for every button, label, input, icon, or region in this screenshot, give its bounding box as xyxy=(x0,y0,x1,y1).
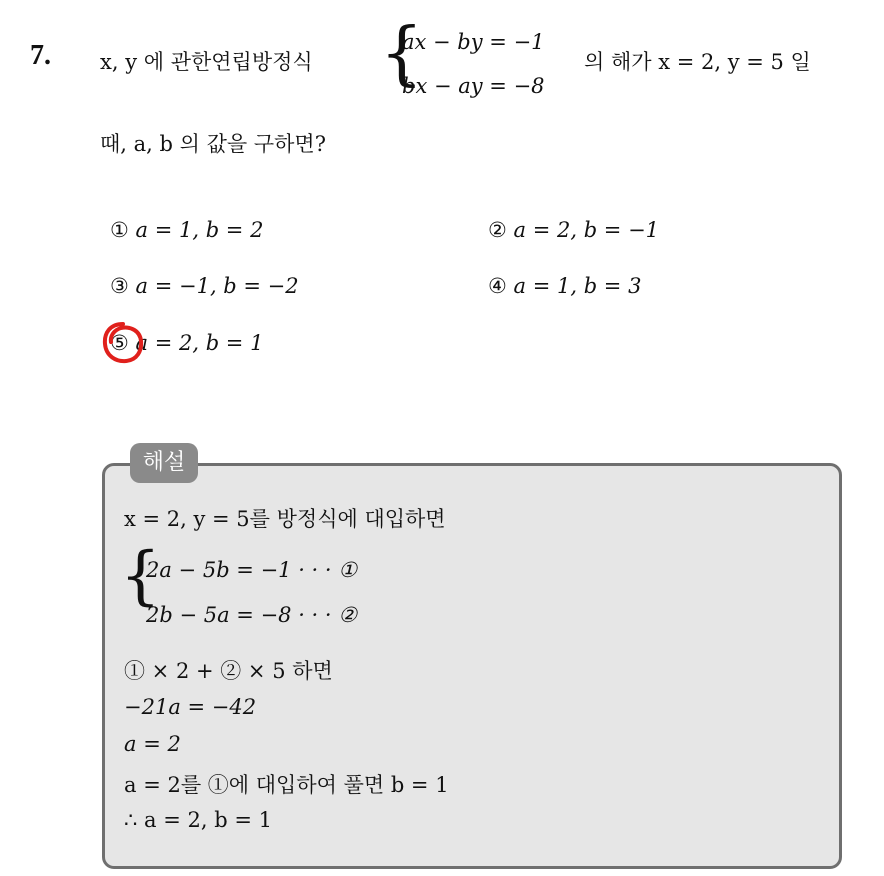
system-brace: { xyxy=(380,13,424,94)
system-equation-2: bx − ay = −8 xyxy=(402,74,545,98)
solution-line-2: ① × 2 + ② × 5 하면 xyxy=(124,659,333,683)
choice-3-label: ③ xyxy=(110,274,129,298)
choice-4-text: a = 1, b = 3 xyxy=(513,274,642,298)
choice-5-label: ⑤ xyxy=(110,331,129,355)
solution-equation-2: 2b − 5a = −8 · · · ② xyxy=(146,603,358,627)
solution-line-5: a = 2를 ①에 대입하여 풀면 b = 1 xyxy=(124,773,449,797)
solution-equation-1: 2a − 5b = −1 · · · ① xyxy=(146,558,358,582)
question-number: 7. xyxy=(30,40,51,71)
choice-2-label: ② xyxy=(488,218,507,242)
choice-4[interactable] xyxy=(488,274,641,298)
solution-line-6: ∴ a = 2, b = 1 xyxy=(124,808,272,832)
solution-tag: 해설 xyxy=(130,443,198,483)
choice-1-label: ① xyxy=(110,218,129,242)
question-text-prefix: x, y 에 관한연립방정식 xyxy=(100,50,313,74)
choice-5-text: a = 2, b = 1 xyxy=(135,331,264,355)
choice-2-text: a = 2, b = −1 xyxy=(513,218,660,242)
choice-3[interactable] xyxy=(110,274,299,298)
question-text-line2: 때, a, b 의 값을 구하면? xyxy=(100,132,326,156)
choice-4-label: ④ xyxy=(488,274,507,298)
solution-line-1: x = 2, y = 5를 방정식에 대입하면 xyxy=(124,507,446,531)
solution-system-brace: { xyxy=(120,539,161,613)
choice-1[interactable] xyxy=(110,218,263,242)
choice-2[interactable] xyxy=(488,218,659,242)
answer-circle-mark-icon xyxy=(100,320,146,366)
choice-1-text: a = 1, b = 2 xyxy=(135,218,264,242)
solution-line-3: −21a = −42 xyxy=(124,695,257,719)
solution-line-4: a = 2 xyxy=(124,732,181,756)
system-equation-1: ax − by = −1 xyxy=(402,30,545,54)
question-text-suffix: 의 해가 x = 2, y = 5 일 xyxy=(584,50,811,74)
choice-3-text: a = −1, b = −2 xyxy=(135,274,299,298)
